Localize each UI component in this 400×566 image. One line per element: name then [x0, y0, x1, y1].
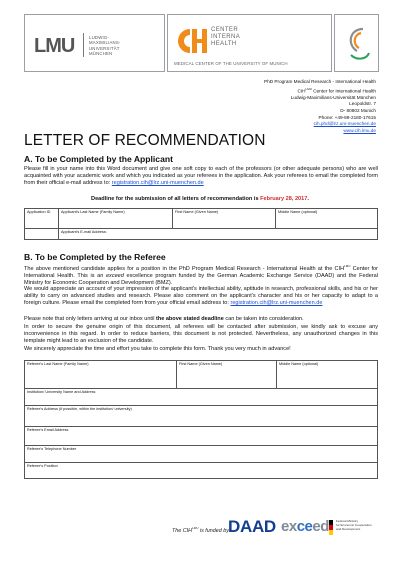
- street: Leopoldstr. 7: [349, 101, 376, 107]
- lmu-logo-text: LUDWIG- MAXIMILIANS- UNIVERSITÄT MÜNCHEN: [89, 35, 121, 57]
- application-id-field[interactable]: Application ID: [25, 209, 59, 229]
- section-b-paragraph-4: In order to secure the genuine origin of this document, all referees will be contacted after submission, we kindly ask to excuse any inconvenience in this regard. In order to reduce barriers, this document is not protected. Nevertheless, any unauthorized changes in this template might lead to an exclusion of the candidate.: [24, 324, 378, 345]
- exceed-logo: exceed: [281, 518, 329, 535]
- referee-form-table: [24, 360, 378, 479]
- referee-address-field[interactable]: Referee's Address (if possible, within the institution/ university): [25, 406, 378, 427]
- registration-email-link[interactable]: registration.cih@lrz.uni-muenchen.de: [111, 180, 204, 187]
- center-name: $CIH^{LMU}$ Center for International Health: [297, 86, 376, 94]
- university-name: Ludwig-Maximilians-Universität München: [290, 94, 376, 100]
- applicant-form-table: [24, 208, 378, 240]
- cih-logo-icon: [174, 25, 208, 57]
- section-b-title: B. To be Completed by the Referee: [24, 252, 166, 262]
- city: D- 80802 Munich: [340, 107, 376, 113]
- phone: Phone: +49-89-2180-17615: [318, 114, 376, 120]
- section-b-paragraph-1: The above mentioned candidate applies for a position in the PhD Program Medical Research - International Health at the $CIH^{LMU}$ Center for International Health. This is an exceed excellence program funded by the German Academic Exchange Service (DAAD) and the Federal Ministry for Economic Cooperation and Development (BMZ).: [24, 264, 378, 287]
- bmz-logo-text: Federal Ministry for Economic Cooperation and Development: [336, 519, 372, 531]
- referee-email-field[interactable]: Referee's Email Address: [25, 427, 378, 446]
- referee-last-name-field[interactable]: Referee's Last Name (Family Name): [25, 361, 177, 389]
- applicant-last-name-field[interactable]: Applicant's Last Name (Family Name): [59, 209, 173, 229]
- program-name: PhD Program Medical Research - International Health: [263, 79, 376, 84]
- applicant-middle-name-field[interactable]: Middle Name (optional): [276, 209, 378, 229]
- lmu-logo-mark: LMU: [34, 35, 75, 57]
- referee-position-field[interactable]: Referee's Position: [25, 463, 378, 479]
- referee-middle-name-field[interactable]: Middle Name (optional): [277, 361, 378, 389]
- partner-logo: [334, 14, 379, 72]
- deadline-notice: Deadline for the submission of all letters of recommendation is February 28, 2017.: [91, 196, 309, 202]
- deadline-date: February 28, 2017: [260, 196, 308, 202]
- lmu-logo-divider: [83, 33, 84, 57]
- referee-institution-field[interactable]: Institution/ University Name and Address: [25, 389, 378, 406]
- partner-swirl-icon: [335, 15, 378, 71]
- daad-logo: DAAD: [228, 517, 276, 536]
- lmu-logo: [24, 14, 165, 72]
- section-b-paragraph-5: We sincerely appreciate the time and effort you take to complete this form. Thank you very much in advance!: [24, 346, 291, 352]
- section-b-paragraph-2: We would appreciate an account of your impression of the applicant's intellectual ability, aptitude in research, professional skills, and his or her ability to carry on advanced studies and research. Please also comment on the applicant's character and his or her capacity to adapt to a foreign culture. Please email the completed form from your official email address to: registration.cih@lrz.uni-muenchen.de: [24, 286, 378, 307]
- cih-logo-text: CENTER INTERNA HEALTH: [211, 27, 241, 47]
- document-title: LETTER OF RECOMMENDATION: [24, 132, 266, 149]
- applicant-first-name-field[interactable]: First Name (Given Name): [173, 209, 276, 229]
- referee-phone-field[interactable]: Referee's Telephone Number: [25, 446, 378, 463]
- referee-first-name-field[interactable]: First Name (Given Name): [177, 361, 277, 389]
- applicant-email-field[interactable]: Applicant's E-mail Address:: [59, 229, 378, 240]
- contact-email-link[interactable]: cih.phd@lrz.uni-muenchen.de: [313, 121, 376, 127]
- referee-registration-email-link[interactable]: registration.cih@lrz.uni-muenchen.de: [230, 300, 323, 307]
- section-a-intro: Please fill in your name into this Word document and give one soft copy to each of the professors (or other adequate persons) who are well acquainted with your academic work and which you indicated as your referees in the application. Ask your referees to email the completed form from their official e-mail address to: registration.cih@lrz.uni-muenchen.de: [24, 166, 378, 187]
- bmz-logo: [329, 518, 379, 538]
- section-a-title: A. To be Completed by the Applicant: [24, 154, 173, 164]
- website-link[interactable]: www.cih.lmu.de: [343, 127, 376, 133]
- address-block: [264, 79, 376, 134]
- german-flag-icon: [329, 520, 333, 535]
- funding-note: The $CIH^{LMU}$ is funded by:: [172, 526, 231, 534]
- cih-logo: [167, 14, 332, 72]
- section-b-paragraph-3: Please note that only letters arriving at our inbox until the above stated deadline can be taken into consideration.: [24, 316, 304, 322]
- cih-logo-subtitle: MEDICAL CENTER OF THE UNIVERSITY OF MUNICH: [174, 61, 288, 66]
